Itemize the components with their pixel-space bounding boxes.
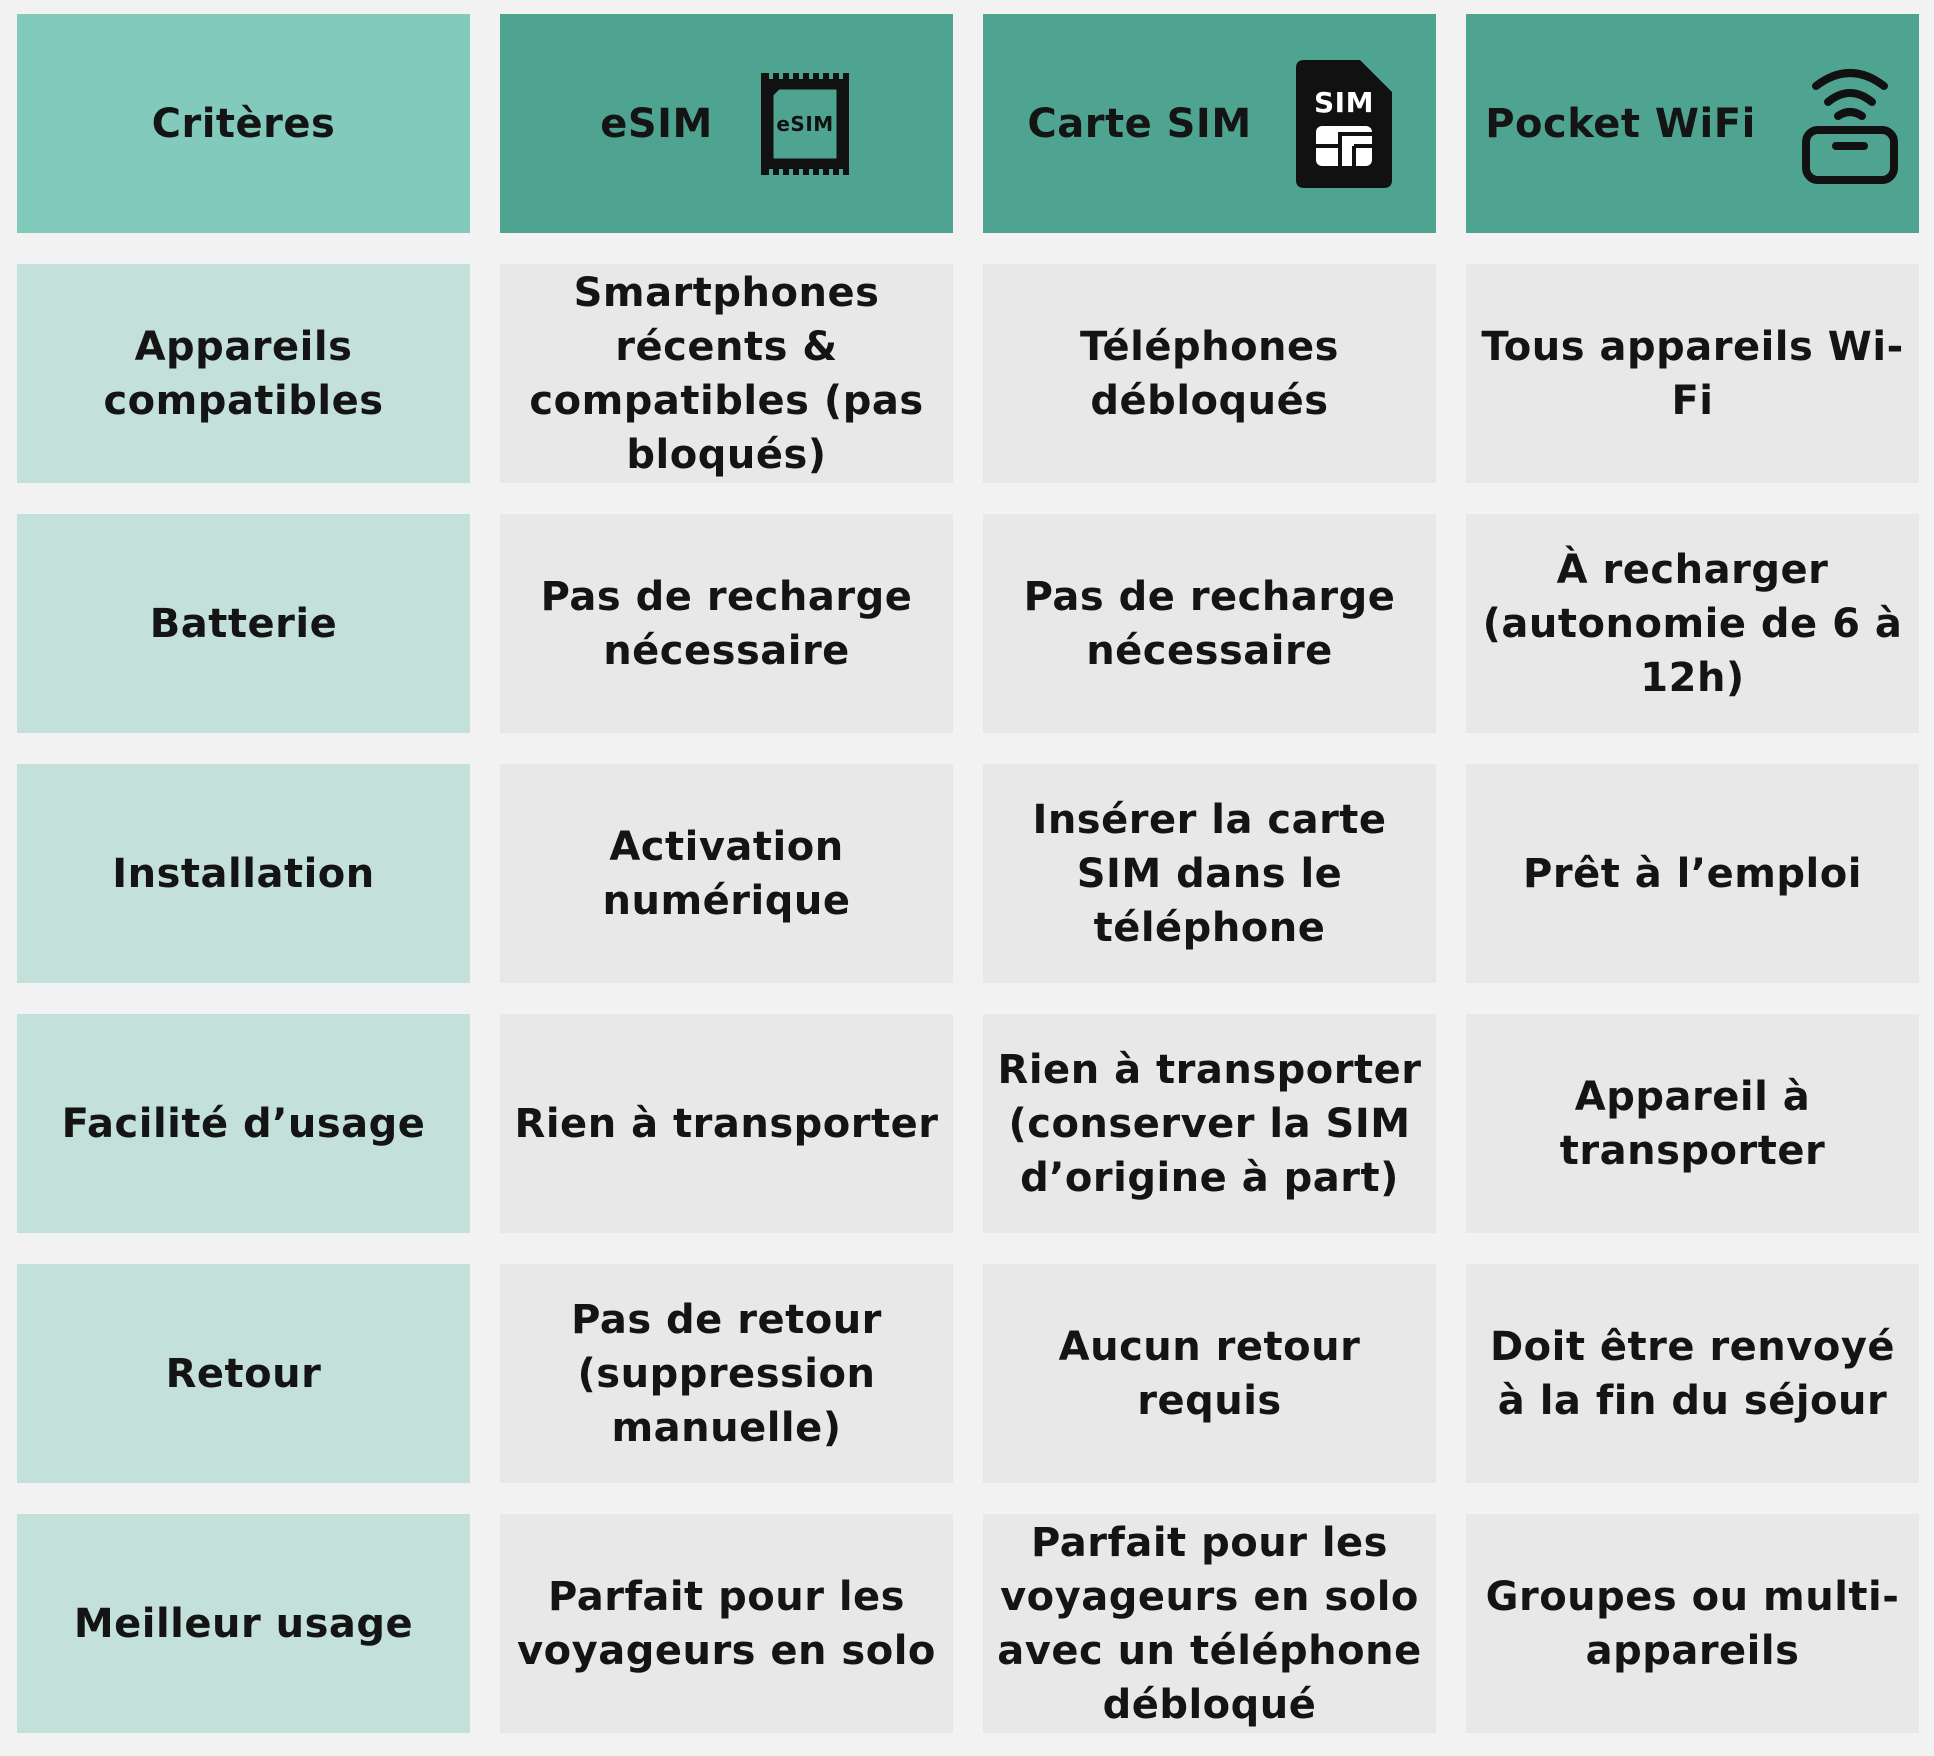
sim-value-cell: Insérer la carte SIM dans le téléphone <box>983 764 1436 983</box>
sim-value-cell: Aucun retour requis <box>983 1264 1436 1483</box>
sim-card-icon <box>1296 60 1392 188</box>
esim-value-cell: Activation numérique <box>500 764 953 983</box>
criterion-cell: Meilleur usage <box>17 1514 470 1733</box>
sim-value-cell: Pas de recharge nécessaire <box>983 514 1436 733</box>
pocket-wifi-value-cell: Tous appareils Wi-Fi <box>1466 264 1919 483</box>
comparison-table <box>17 14 1919 1733</box>
pocket-wifi-value-cell: Doit être renvoyé à la fin du séjour <box>1466 1264 1919 1483</box>
sim-value-cell: Rien à transporter (conserver la SIM d’origine à part) <box>983 1014 1436 1233</box>
criterion-cell: Batterie <box>17 514 470 733</box>
criterion-cell: Appareils compatibles <box>17 264 470 483</box>
pocket-wifi-value-cell: À recharger (autonomie de 6 à 12h) <box>1466 514 1919 733</box>
esim-value-cell: Parfait pour les voyageurs en solo <box>500 1514 953 1733</box>
wifi-router-icon <box>1800 64 1900 184</box>
pocket-wifi-value-cell: Appareil à transporter <box>1466 1014 1919 1233</box>
pocket-wifi-value-cell: Groupes ou multi-appareils <box>1466 1514 1919 1733</box>
sim-value-cell: Parfait pour les voyageurs en solo avec un téléphone débloqué <box>983 1514 1436 1733</box>
esim-chip-icon <box>757 69 853 179</box>
header-esim-label: eSIM <box>600 100 713 147</box>
header-criteria-label: Critères <box>151 100 336 147</box>
esim-value-cell: Pas de retour (suppression manuelle) <box>500 1264 953 1483</box>
header-esim <box>500 14 953 233</box>
header-criteria <box>17 14 470 233</box>
criterion-cell: Facilité d’usage <box>17 1014 470 1233</box>
header-sim-label: Carte SIM <box>1027 100 1252 147</box>
esim-chip-icon-text: eSIM <box>776 111 834 136</box>
esim-value-cell: Pas de recharge nécessaire <box>500 514 953 733</box>
esim-value-cell: Rien à transporter <box>500 1014 953 1233</box>
criterion-cell: Installation <box>17 764 470 983</box>
esim-value-cell: Smartphones récents & compatibles (pas bloqués) <box>500 264 953 483</box>
criterion-cell: Retour <box>17 1264 470 1483</box>
header-pocket-wifi <box>1466 14 1919 233</box>
sim-card-icon-text: SIM <box>1313 85 1374 119</box>
sim-value-cell: Téléphones débloqués <box>983 264 1436 483</box>
header-pocket-wifi-label: Pocket WiFi <box>1485 100 1756 147</box>
pocket-wifi-value-cell: Prêt à l’emploi <box>1466 764 1919 983</box>
header-sim <box>983 14 1436 233</box>
